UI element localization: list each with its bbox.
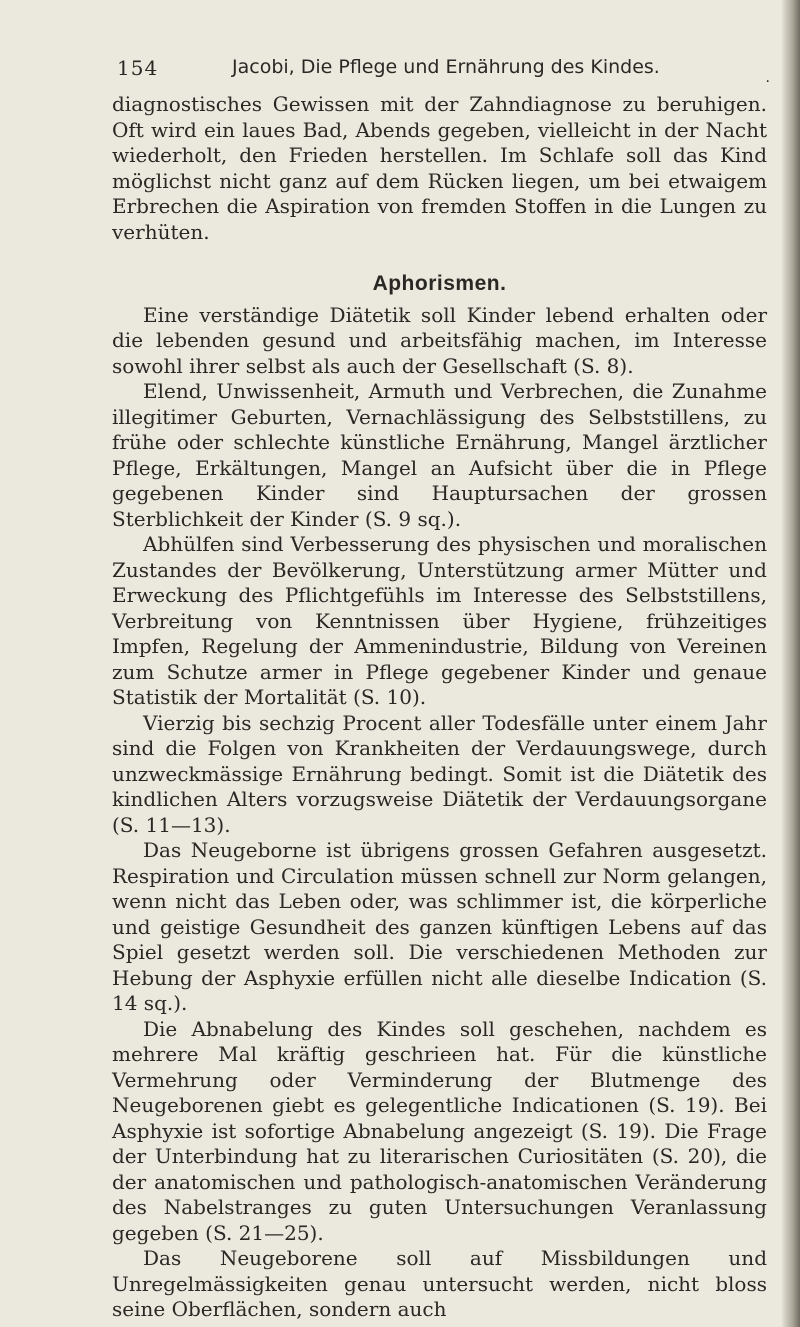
paragraph: Eine verständige Diätetik soll Kinder lebend erhalten oder die lebenden gesund und arbeitsfähig machen, im Interesse sowohl ihrer selbst als auch der Gesellschaft (S. 8). bbox=[112, 302, 767, 378]
running-title: Jacobi, Die Pflege und Ernährung des Kindes. bbox=[232, 56, 660, 78]
body-text bbox=[112, 92, 767, 1323]
paragraph: Das Neugeborene soll auf Missbildungen und Unregelmässigkeiten genau untersucht werden, nicht bloss seine Oberflächen, sondern auch bbox=[112, 1246, 767, 1321]
section-heading: Aphorismen. bbox=[372, 272, 507, 295]
paragraph: Abhülfen sind Verbesserung des physischen und moralischen Zustandes der Bevölkerung, Unterstützung armer Mütter und Erweckung des Pflichtgefühls im Interesse des Selbststillens, Verbreitung von Kenntnissen über Hygiene, frühzeitiges Impfen, Regelung der Ammenindustrie, Bildung von Vereinen zum Schutze armer in Pflege gegebener Kinder und genaue Statistik der Mortalität (S. 10). bbox=[112, 532, 767, 709]
paragraph: Elend, Unwissenheit, Armuth und Verbrechen, die Zunahme illegitimer Geburten, Vernachlässigung des Selbststillens, zu frühe oder schlechte künstliche Ernährung, Mangel ärztlicher Pflege, Erkältungen, Mangel an Aufsicht über die in Pflege gegebenen Kinder sind Hauptursachen der grossen Sterblichkeit der Kinder (S. 9 sq.). bbox=[112, 379, 767, 531]
margin-mark: . bbox=[765, 70, 770, 86]
page-header bbox=[117, 56, 777, 86]
paragraph: Das Neugeborne ist übrigens grossen Gefahren ausgesetzt. Respiration und Circulation müssen schnell zur Norm gelangen, wenn nicht das Leben oder, was schlimmer ist, die körperliche und geistige Gesundheit des ganzen künftigen Lebens auf das Spiel gesetzt werden soll. Die verschiedenen Methoden zur Hebung der Asphyxie erfüllen nicht alle dieselbe Indication (S. 14 sq.). bbox=[112, 838, 767, 1015]
page-edge-shadow bbox=[782, 0, 800, 1327]
paragraph-continuation: diagnostisches Gewissen mit der Zahndiagnose zu beruhigen. Oft wird ein laues Bad, Abends gegeben, vielleicht in der Nacht wiederholt, den Frieden herstellen. Im Schlafe soll das Kind möglichst nicht ganz auf dem Rücken liegen, um bei etwaigem Erbrechen die Aspiration von fremden Stoffen in die Lungen zu verhüten. bbox=[112, 92, 767, 244]
page-number: 154 bbox=[117, 56, 159, 80]
paragraph: Die Abnabelung des Kindes soll geschehen, nachdem es mehrere Mal kräftig geschrieen hat. Für die künstliche Vermehrung oder Verminderung der Blutmenge des Neugeborenen giebt es gelegentliche Indicationen (S. 19). Bei Asphyxie ist sofortige Abnabelung angezeigt (S. 19). Die Frage der Unterbindung hat zu literarischen Curiositäten (S. 20), die der anatomischen und pathologisch-anatomischen Veränderung des Nabelstranges zu guten Untersuchungen Veranlassung gegeben (S. 21—25). bbox=[112, 1016, 767, 1245]
paragraph: Vierzig bis sechzig Procent aller Todesfälle unter einem Jahr sind die Folgen von Krankheiten der Verdauungswege, durch unzweckmässige Ernährung bedingt. Somit ist die Diätetik des kindlichen Alters vorzugsweise Diätetik der Verdauungsorgane (S. 11—13). bbox=[112, 710, 767, 837]
